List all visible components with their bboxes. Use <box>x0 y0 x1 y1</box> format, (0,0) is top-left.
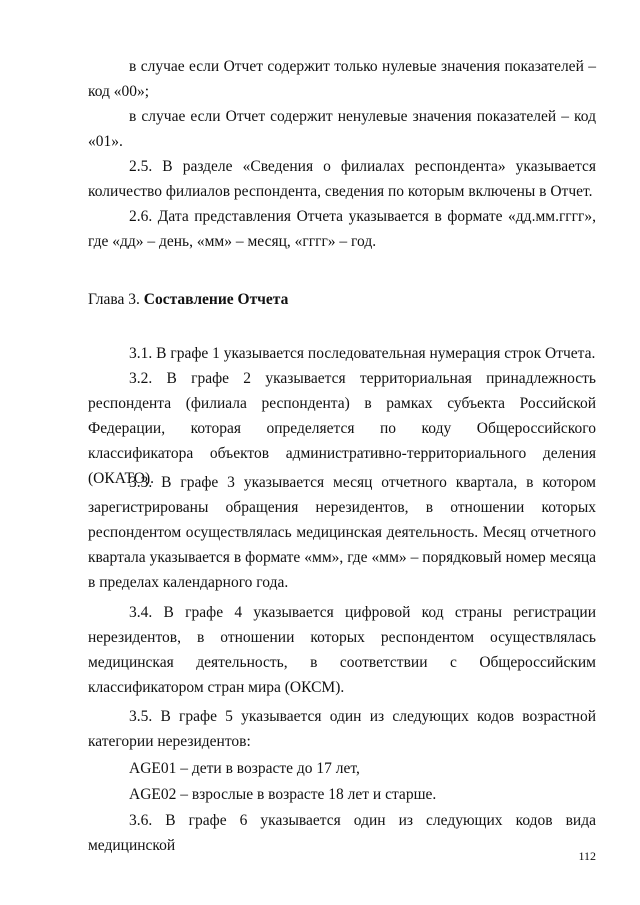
chapter-prefix: Глава 3. <box>88 291 144 308</box>
paragraph-2-5: 2.5. В разделе «Сведения о филиалах респондента» указывается количество филиалов респондента, сведения по которым включены в Отчет. <box>88 158 596 200</box>
paragraph-3-3: 3.3. В графе 3 указывается месяц отчетного квартала, в котором зарегистрированы обращения нерезидентов, в отношении которых респондентом осуществлялась медицинская деятельность. Месяц отчетного квартала указывается в формате «мм», где «мм» – порядковый номер месяца в пределах календарного года. <box>88 474 596 591</box>
paragraph-code-01: в случае если Отчет содержит ненулевые значения показателей – код «01». <box>88 108 596 150</box>
paragraph-3-6: 3.6. В графе 6 указывается один из следующих кодов вида медицинской <box>88 812 596 854</box>
list-item-age02: AGE02 – взрослые в возрасте 18 лет и старше. <box>129 786 437 803</box>
paragraph-3-1: 3.1. В графе 1 указывается последовательная нумерация строк Отчета. <box>129 345 596 362</box>
paragraph-3-4: 3.4. В графе 4 указывается цифровой код страны регистрации нерезидентов, в отношении которых респондентом осуществлялась медицинская деятельность, в соответствии с Общероссийским классификатором стран мира (ОКСМ). <box>88 604 596 696</box>
paragraph-2-6: 2.6. Дата представления Отчета указывается в формате «дд.мм.гггг», где «дд» – день, «мм» – месяц, «гггг» – год. <box>88 208 596 250</box>
chapter-heading <box>88 287 596 312</box>
paragraph-3-5: 3.5. В графе 5 указывается один из следующих кодов возрастной категории нерезидентов: <box>88 708 596 750</box>
paragraph-3-2: 3.2. В графе 2 указывается территориальная принадлежность респондента (филиала респондента) в рамках субъекта Российской Федерации, которая определяется по коду Общероссийского классификатора объектов административно-территориального деления (ОКАТО). <box>88 370 596 487</box>
paragraph-code-00: в случае если Отчет содержит только нулевые значения показателей – код «00»; <box>88 58 596 100</box>
list-item-age01: AGE01 – дети в возрасте до 17 лет, <box>129 760 360 777</box>
chapter-title: Составление Отчета <box>143 291 289 308</box>
page-number: 112 <box>578 849 596 863</box>
